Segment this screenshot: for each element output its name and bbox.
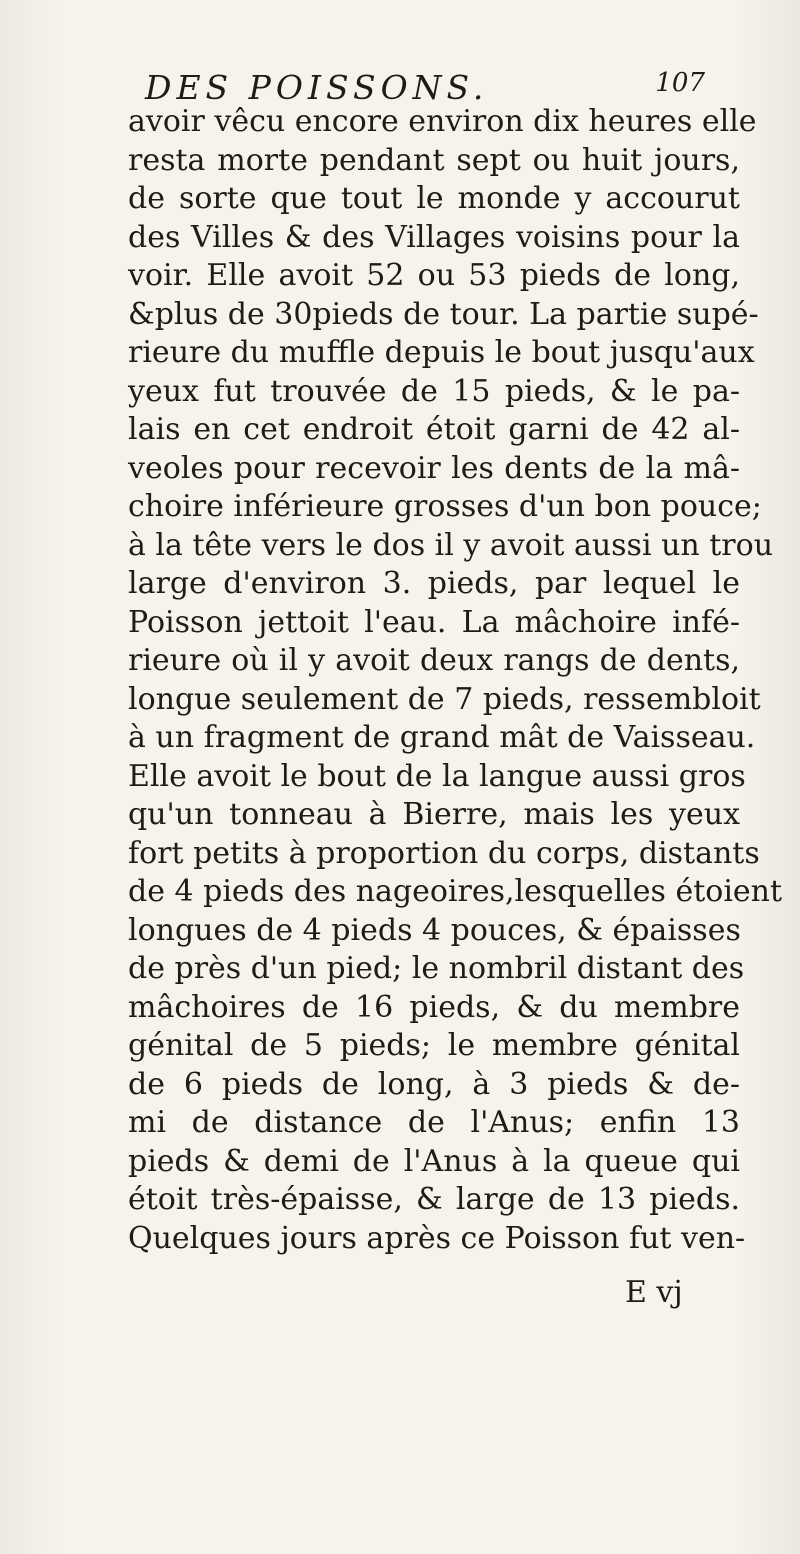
text-line: mi de distance de l'Anus; enfin 13 <box>128 1105 740 1140</box>
text-line: de près d'un pied; le nombril distant des <box>128 951 745 986</box>
page-number: 107 <box>655 68 705 98</box>
text-line: à un fragment de grand mât de Vaisseau. <box>128 720 756 755</box>
text-line: veoles pour recevoir les dents de la mâ- <box>128 450 740 486</box>
body-text <box>128 103 783 1258</box>
text-line: &plus de 30pieds de tour. La partie supé- <box>128 296 759 332</box>
text-line: étoit très-épaisse, & large de 13 pieds. <box>128 1182 740 1217</box>
text-line: voir. Elle avoit 52 ou 53 pieds de long, <box>128 258 740 293</box>
text-line: yeux fut trouvée de 15 pieds, & le pa- <box>128 373 740 409</box>
text-line: large d'environ 3. pieds, par lequel le <box>128 566 740 601</box>
signature-mark: E vj <box>625 1275 683 1310</box>
text-line: rieure du muffle depuis le bout jusqu'aux <box>128 335 755 370</box>
text-line: longues de 4 pieds 4 pouces, & épaisses <box>128 912 741 948</box>
text-line: choire inférieure grosses d'un bon pouce; <box>128 489 762 524</box>
text-line: Poisson jettoit l'eau. La mâchoire infé- <box>128 604 740 640</box>
text-line: rieure où il y avoit deux rangs de dents, <box>128 643 740 678</box>
text-line: fort petits à proportion du corps, distants <box>128 835 760 871</box>
text-line: de sorte que tout le monde y accourut <box>128 181 740 216</box>
text-line: des Villes & des Villages voisins pour la <box>128 219 740 255</box>
text-line: pieds & demi de l'Anus à la queue qui <box>128 1143 740 1179</box>
running-head <box>145 68 705 108</box>
text-line: lais en cet endroit étoit garni de 42 al- <box>128 412 740 447</box>
text-line: mâchoires de 16 pieds, & du membre <box>128 989 740 1025</box>
text-line: génital de 5 pieds; le membre génital <box>128 1028 740 1063</box>
text-line: longue seulement de 7 pieds, ressembloit <box>128 681 761 717</box>
text-line: resta morte pendant sept ou huit jours, <box>128 142 740 178</box>
text-line: de 4 pieds des nageoires,lesquelles étoient <box>128 874 783 909</box>
text-line: qu'un tonneau à Bierre, mais les yeux <box>128 797 740 832</box>
text-line: Elle avoit le bout de la langue aussi gros <box>128 758 746 794</box>
text-line: de 6 pieds de long, à 3 pieds & de- <box>128 1066 740 1102</box>
text-line: Quelques jours après ce Poisson fut ven- <box>128 1220 746 1256</box>
text-line: avoir vêcu encore environ dix heures elle <box>128 104 757 139</box>
running-title: DES POISSONS. <box>145 68 489 107</box>
text-line: à la tête vers le dos il y avoit aussi un trou <box>128 527 774 563</box>
